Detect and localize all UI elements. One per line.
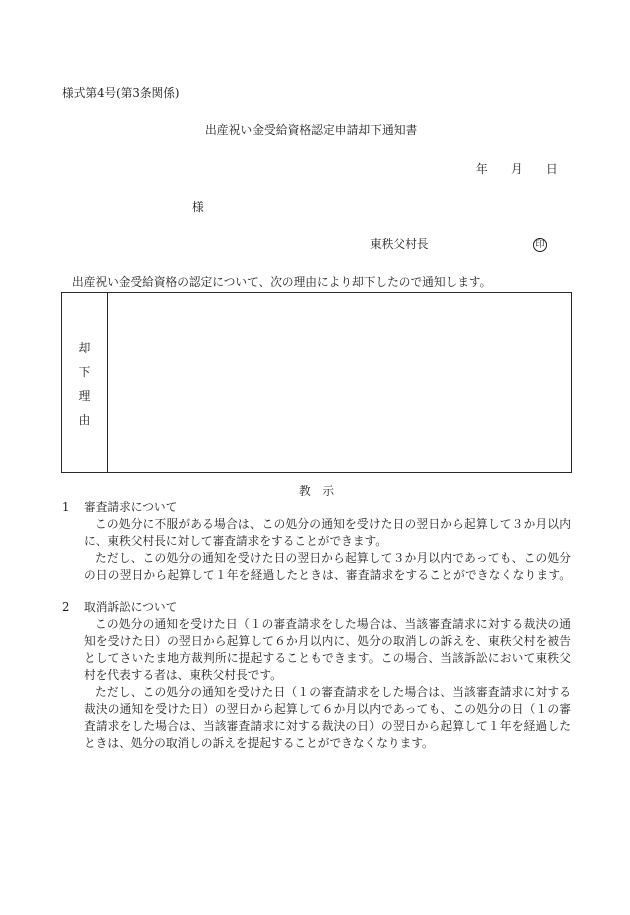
section-title: 審査請求について [84, 500, 178, 514]
section-heading [62, 499, 571, 516]
instruction-paragraph [84, 550, 571, 584]
instruction-line: の日の翌日から起算して１年を経過したときは、審査請求をすることができなくなります。 [84, 568, 571, 582]
date-year-label: 年 [476, 162, 488, 176]
reason-label-char: 理 [78, 389, 91, 403]
form-number: 様式第4号(第3条関係) [62, 86, 180, 100]
reason-table [61, 292, 572, 473]
instruction-paragraph [84, 616, 571, 684]
instruction-line: ただし、この処分の通知を受けた日（１の審査請求をした場合は、当該審査請求に対する [95, 685, 571, 699]
reason-label-char: 由 [78, 413, 91, 427]
seal-mark: 印 [533, 238, 547, 252]
instructions-heading: 教 示 [299, 484, 335, 498]
reason-label-char: 却 [78, 341, 91, 355]
instruction-line: ときは、処分の取消しの訴えを提起することができなくなります。 [84, 736, 434, 750]
section-number: 1 [62, 500, 70, 514]
instruction-line: 裁決の通知を受けた日）の翌日から起算して６か月以内であっても、この処分の日（１の審 [84, 702, 571, 716]
document-title: 出産祝い金受給資格認定申請却下通知書 [205, 123, 418, 137]
date-month-label: 月 [511, 162, 523, 176]
reason-label-char: 下 [78, 365, 91, 379]
instruction-line: 知を受けた日）の翌日から起算して６か月以内に、処分の取消しの訴えを、東秩父村を被告 [84, 634, 571, 648]
instruction-paragraph [84, 684, 571, 752]
instruction-paragraph [84, 516, 571, 550]
instruction-section-revocation-suit [62, 599, 571, 752]
instruction-line: この処分の通知を受けた日（１の審査請求をした場合は、当該審査請求に対する裁決の通 [95, 617, 571, 631]
instruction-line: 査請求をした場合は、当該審査請求に対する裁決の日）の翌日から起算して１年を経過した [84, 719, 571, 733]
section-number: 2 [62, 600, 70, 614]
instruction-line: 村を代表する者は、東秩父村長です。 [84, 668, 282, 682]
section-heading [62, 599, 571, 616]
instruction-section-review-request [62, 499, 571, 584]
reason-label-cell [62, 293, 108, 472]
reason-value-cell [108, 293, 571, 472]
instruction-line: この処分に不服がある場合は、この処分の通知を受けた日の翌日から起算して３か月以内 [95, 517, 571, 531]
issuer-name: 東秩父村長 [370, 237, 429, 251]
instruction-line: としてさいたま地方裁判所に提起することもできます。この場合、当該訴訟において東秩父 [84, 651, 571, 665]
addressee-honorific: 様 [192, 200, 204, 214]
instruction-line: に、東秩父村長に対して審査請求をすることができます。 [84, 534, 387, 548]
intro-sentence: 出産祝い金受給資格の認定について、次の理由により却下したので通知します。 [72, 275, 492, 289]
date-day-label: 日 [546, 162, 558, 176]
section-title: 取消訴訟について [84, 600, 178, 614]
instruction-line: ただし、この処分の通知を受けた日の翌日から起算して３か月以内であっても、この処分 [95, 551, 571, 565]
